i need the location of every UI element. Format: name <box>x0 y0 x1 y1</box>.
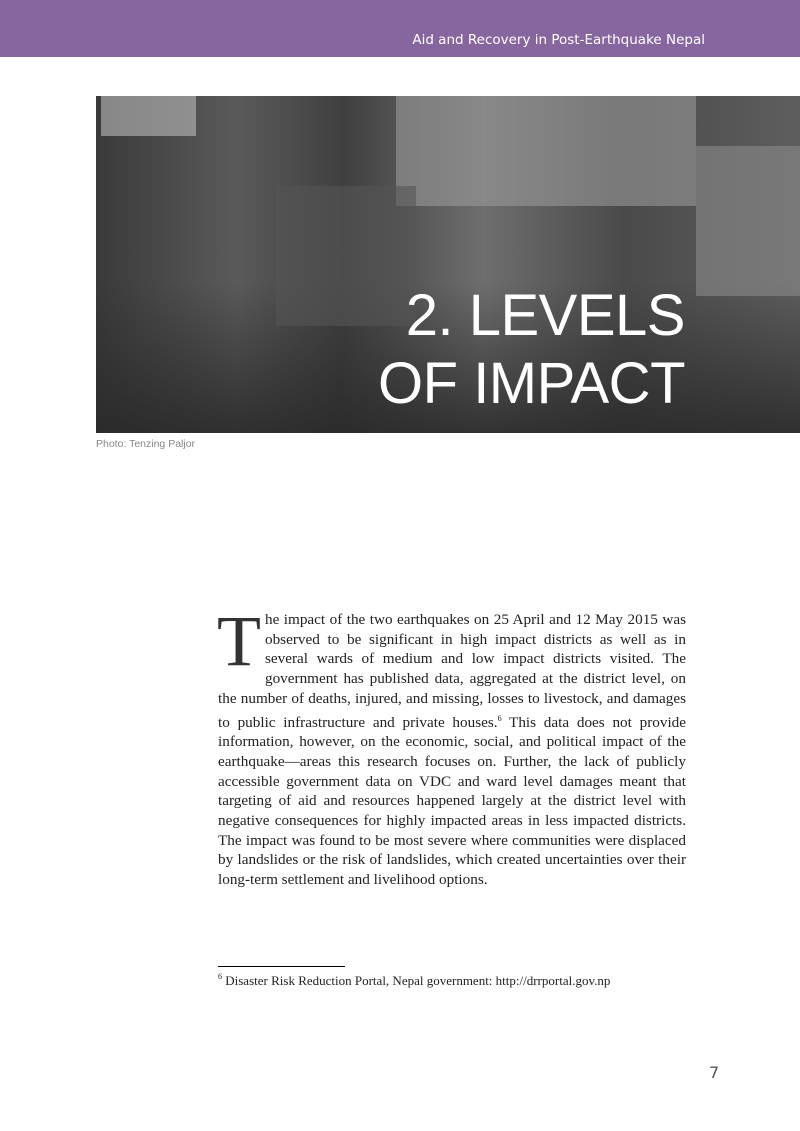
photo-credit: Photo: Tenzing Paljor <box>96 438 196 450</box>
body-paragraph <box>217 601 686 890</box>
footnote-text: Disaster Risk Reduction Portal, Nepal government: http://drrportal.gov.np <box>222 973 611 988</box>
footnote-number: 6 <box>218 972 222 981</box>
body-text-part-2: This data does not provide information, however, on the economic, social, and political impact of the earthquake—areas this research focuses on. Further, the lack of publicly accessible government data on VDC and ward level damages meant that targeting of aid and resources happened largely at the district level with negative consequences for highly impacted areas in less impacted districts. The impact was found to be most severe where communities were displaced by landslides or the risk of landslides, which created uncertainties over their long-term settlement and livelihood options. <box>218 713 686 889</box>
body-text-part-1: he impact of the two earthquakes on 25 April and 12 May 2015 was observed to be significant in high impact districts as well as in several wards of medium and low impact districts visited. The government has published data, aggregated at the district level, on the number of deaths, injured, and missing, losses to livestock, and damages to public infrastructure and private houses. <box>218 611 686 731</box>
page-number: 7 <box>709 1063 720 1082</box>
chapter-photo <box>96 96 800 433</box>
running-header-title: Aid and Recovery in Post-Earthquake Nepal <box>412 32 705 48</box>
chapter-title-line-1: 2. LEVELS <box>405 283 685 348</box>
footnote-reference: 6 <box>497 713 502 723</box>
footnote-divider <box>218 966 345 967</box>
drop-cap: T <box>217 601 261 681</box>
photo-building <box>101 96 196 136</box>
photo-building <box>396 96 696 206</box>
running-header <box>0 0 800 57</box>
photo-building <box>696 146 800 296</box>
chapter-title <box>378 282 685 418</box>
footnote <box>218 972 610 989</box>
chapter-title-line-2: OF IMPACT <box>378 351 685 416</box>
